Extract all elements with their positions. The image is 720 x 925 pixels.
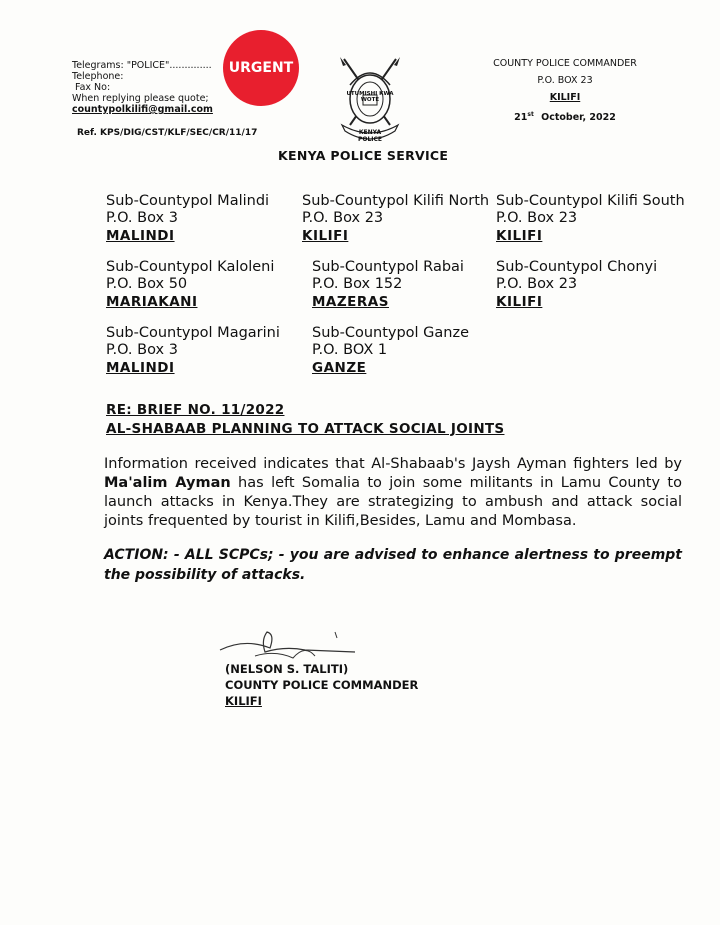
date-suffix: st [527,111,534,118]
emblem-ribbon: KENYA POLICE [357,129,383,143]
header-right [490,57,640,125]
recipient-town: MALINDI [106,228,175,244]
recipient-block[interactable] [106,325,296,377]
recipient-town: KILIFI [496,228,543,244]
recipient-town: GANZE [312,360,367,376]
date-day: 21 [514,112,528,124]
recipient-block[interactable] [302,193,492,245]
emblem-motto: UTUMISHI KWA WOTE [346,91,394,103]
recipient-name: Sub-Countypol Kaloleni [106,259,275,275]
email-line: countypolkilifi@gmail.com [72,104,213,115]
commander-town: KILIFI [549,92,581,103]
body-text-start: Information received indicates that Al-Shabaab's Jaysh Ayman fighters led by [104,456,682,472]
police-emblem [330,55,410,145]
recipient-box: P.O. Box 50 [106,276,188,292]
recipient-name: Sub-Countypol Chonyi [496,259,658,275]
recipient-block[interactable] [106,193,296,245]
recipient-block[interactable] [496,259,696,311]
recipient-box: P.O. Box 3 [106,210,178,226]
recipient-name: Sub-Countypol Kilifi South [496,193,685,209]
fax-line: Fax No: [75,82,111,93]
recipient-block[interactable] [496,193,696,245]
recipient-town: MAZERAS [312,294,389,310]
reference-number: Ref. KPS/DIG/CST/KLF/SEC/CR/11/17 [77,128,258,138]
subject-ref: RE: BRIEF NO. 11/2022 [106,402,285,418]
recipient-name: Sub-Countypol Kilifi North [302,193,490,209]
recipient-box: P.O. BOX 1 [312,342,388,358]
signatory-town: KILIFI [225,694,262,708]
recipient-box: P.O. Box 23 [496,276,578,292]
letter-date [490,108,640,125]
recipient-box: P.O. Box 3 [106,342,178,358]
signatory-block [225,661,418,709]
commander-box: P.O. BOX 23 [537,75,593,86]
body-text-end: has left Somalia to join some militants in Lamu County to launch attacks in Kenya.They are strategizing to ambush and attack social joints frequented by tourist in Kilifi,Besides, Lamu and Mombasa. [104,475,682,529]
header-left [72,60,222,115]
urgent-stamp [223,30,299,106]
recipient-name: Sub-Countypol Ganze [312,325,470,341]
body-paragraph [104,455,682,531]
recipient-town: KILIFI [302,228,349,244]
service-title: KENYA POLICE SERVICE [278,148,449,163]
recipient-box: P.O. Box 23 [302,210,384,226]
recipient-box: P.O. Box 152 [312,276,403,292]
recipient-name: Sub-Countypol Rabai [312,259,464,275]
recipient-block[interactable] [312,325,492,377]
recipient-town: KILIFI [496,294,543,310]
recipient-name: Sub-Countypol Malindi [106,193,270,209]
signatory-name: (NELSON S. TALITI) [225,662,349,676]
action-paragraph: ACTION: - ALL SCPCs; - you are advised to enhance alertness to preempt the possibility of attacks. [104,547,682,583]
named-leader: Ma'alim Ayman [104,475,231,491]
signatory-title: COUNTY POLICE COMMANDER [225,678,419,692]
recipient-box: P.O. Box 23 [496,210,578,226]
urgent-label: URGENT [228,60,294,76]
replying-line: When replying please quote; [72,93,209,104]
recipient-block[interactable] [312,259,492,311]
telephone-line: Telephone: [72,71,124,82]
subject-title: AL-SHABAAB PLANNING TO ATTACK SOCIAL JOINTS [106,421,505,437]
recipient-town: MARIAKANI [106,294,198,310]
commander-title: COUNTY POLICE COMMANDER [493,58,637,69]
recipient-town: MALINDI [106,360,175,376]
date-rest: October, 2022 [541,112,616,124]
recipient-name: Sub-Countypol Magarini [106,325,280,341]
recipient-block[interactable] [106,259,296,311]
telegrams-line: Telegrams: "POLICE".............. [72,60,212,71]
